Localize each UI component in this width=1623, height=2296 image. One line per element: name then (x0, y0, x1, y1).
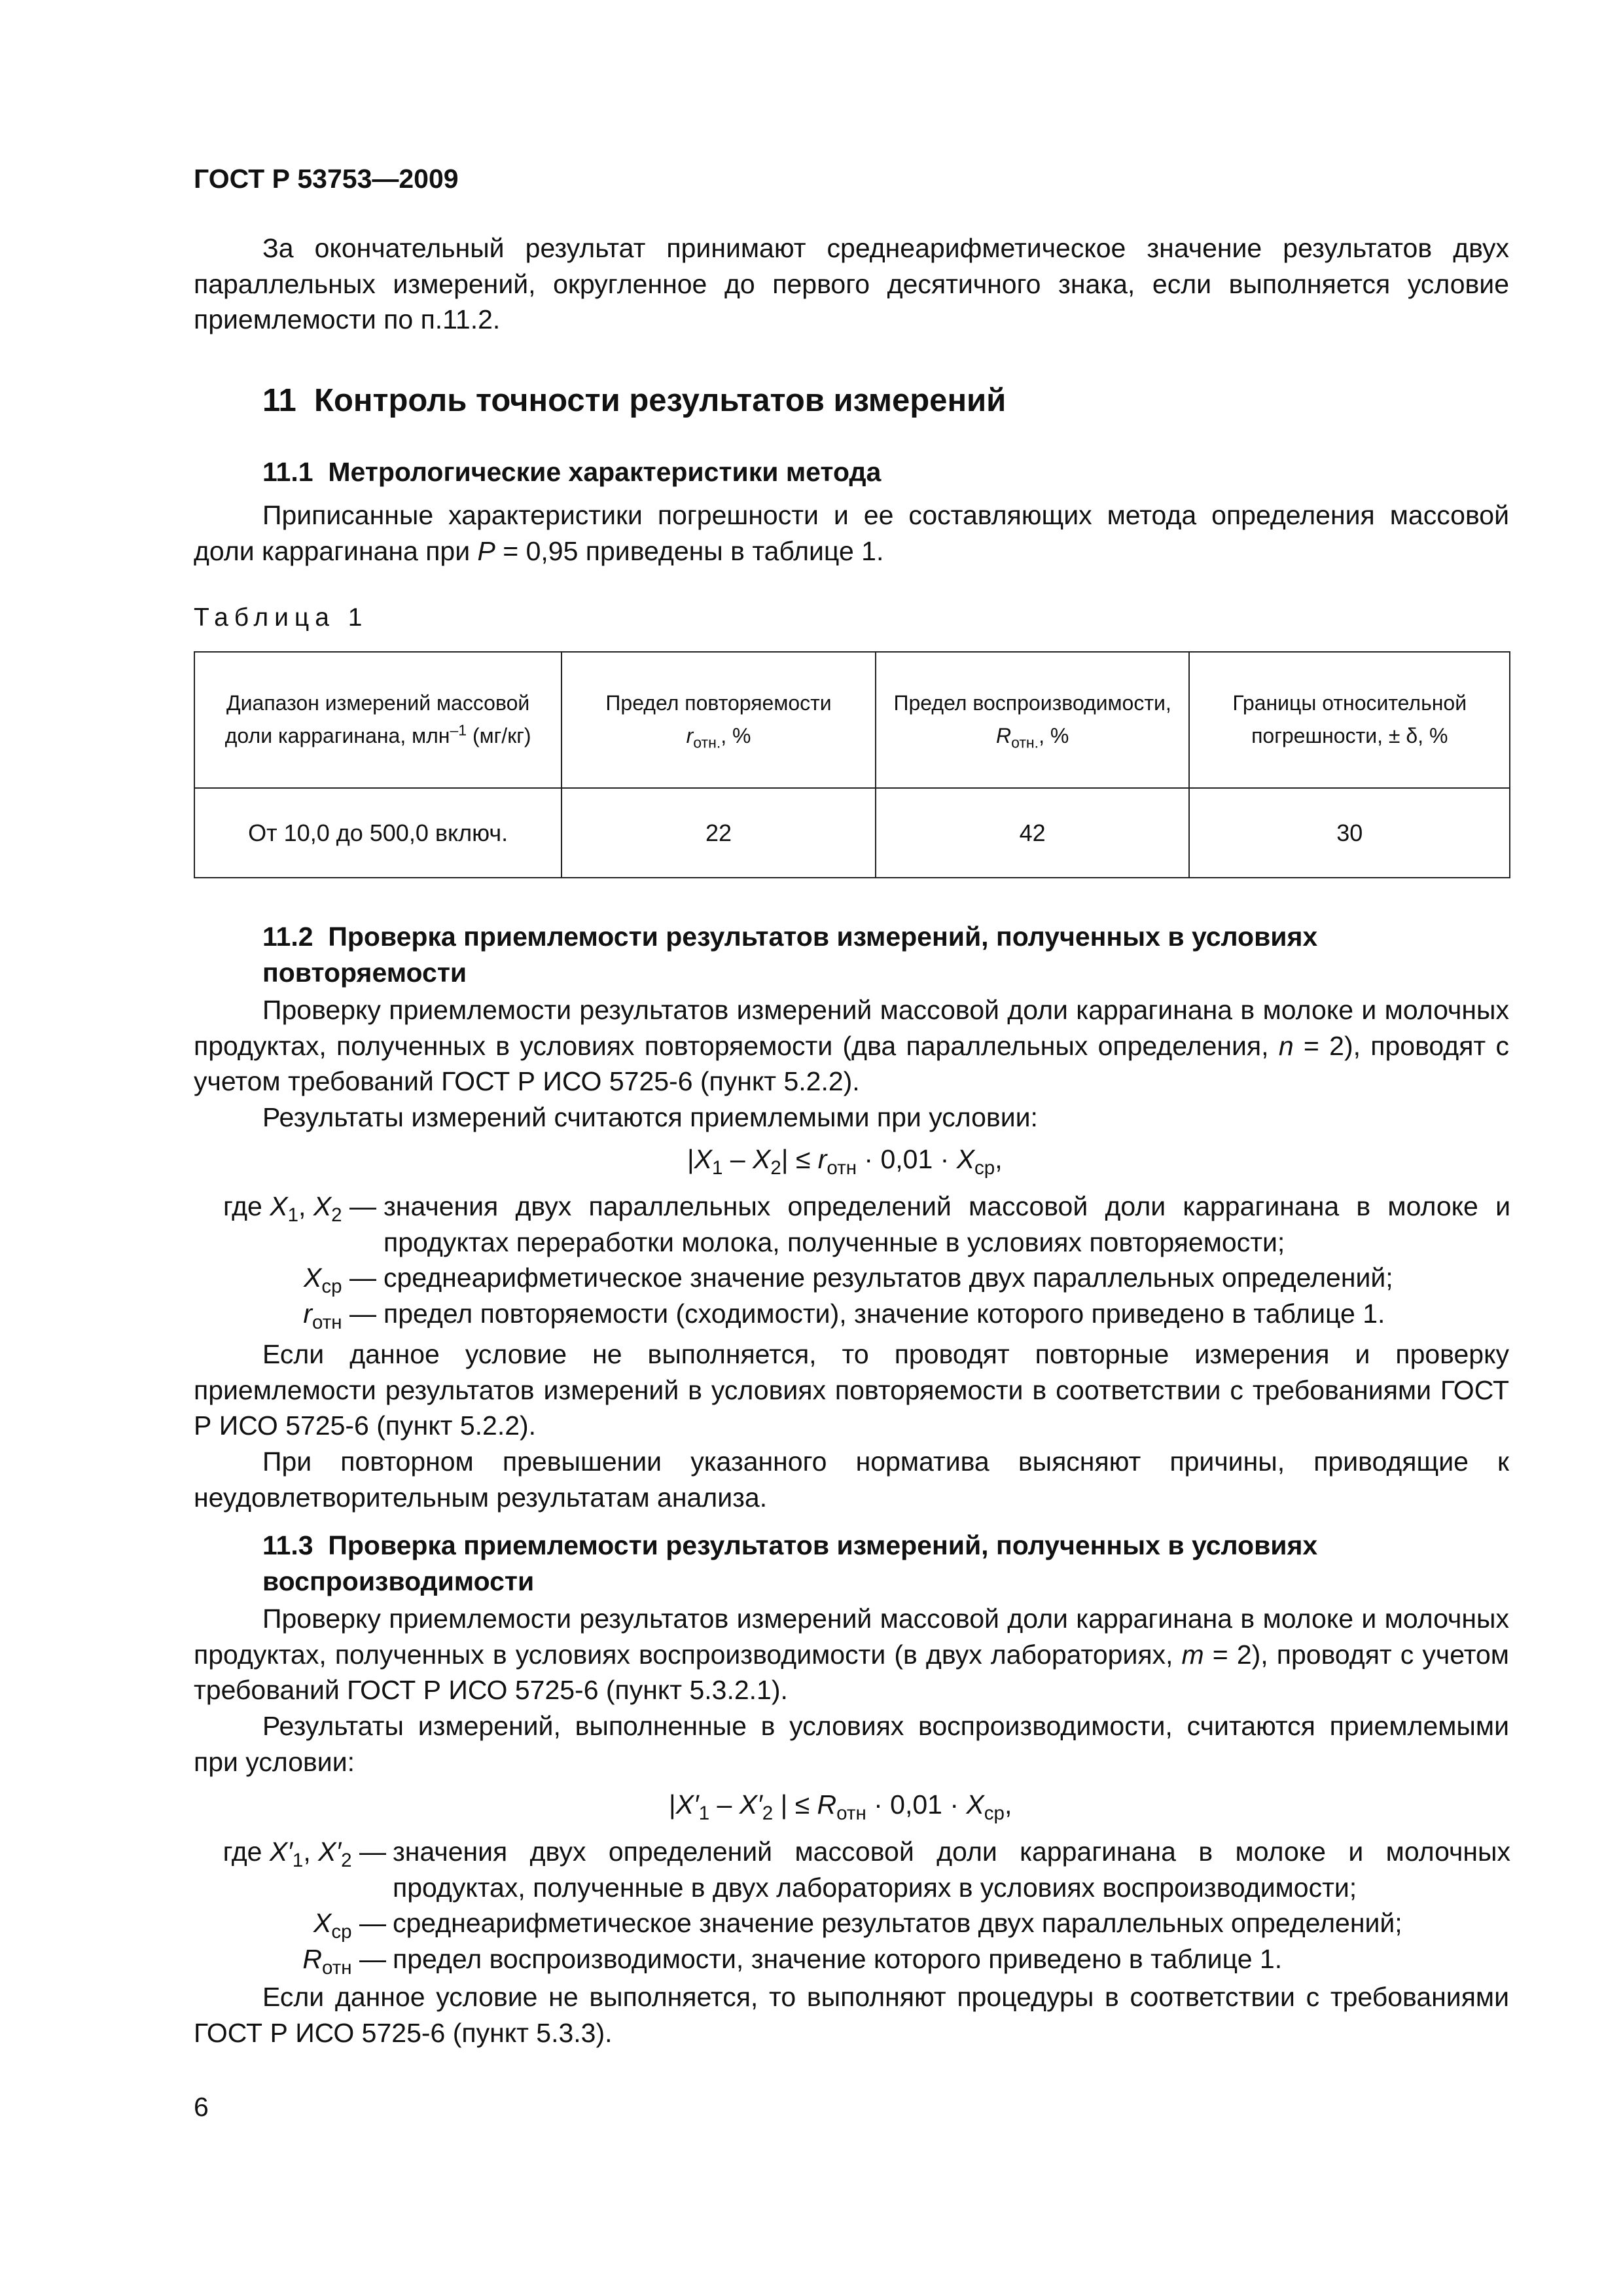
section-11-3-title-cont: воспроизводимости (262, 1566, 535, 1596)
text: (мг/кг) (467, 724, 531, 747)
table-cell-range: От 10,0 до 500,0 включ. (194, 788, 562, 878)
document-header: ГОСТ Р 53753—2009 (194, 164, 459, 194)
table-header-repeatability (562, 652, 876, 788)
text: где (223, 1191, 270, 1221)
dash: — (342, 1191, 376, 1221)
page-number: 6 (194, 2092, 209, 2122)
table-row (194, 788, 1510, 878)
where-term-x1x2-prime: где $X'_1$, $X'_2$ — (223, 1837, 386, 1872)
n-symbol: n (1278, 1030, 1294, 1061)
x: X (753, 1144, 771, 1174)
text: Предел повторяемости (605, 691, 832, 715)
where-term-x1x2: где $X_1$, $X_2$ — (223, 1191, 376, 1227)
sub: ср (331, 1921, 352, 1943)
leq: ≤ (788, 1144, 818, 1174)
section-11-3-number: 11.3 (262, 1530, 313, 1560)
sub: отн (322, 1957, 352, 1979)
section-11-title: Контроль точности результатов измерений (314, 383, 1007, 418)
text: = 2), проводят с учетом требований ГОСТ Р ИСО 5725-6 (пункт 5.3.2.1). (194, 1639, 1509, 1706)
where-term-r (0, 1296, 376, 1332)
sub: 1 (287, 1204, 299, 1227)
text: погрешности, ± δ, % (1251, 724, 1448, 747)
where-desc-r: предел повторяемости (сходимости), значение которого приведено в таблице 1. (383, 1299, 1385, 1329)
section-11-3-title: Проверка приемлемости результатов измерений, полученных в условиях (328, 1530, 1318, 1560)
section-11-heading (262, 380, 1006, 422)
sub: ср (984, 1803, 1005, 1825)
x: X (956, 1144, 975, 1174)
section-11-1-paragraph (194, 497, 1509, 569)
bar: | (781, 1144, 789, 1174)
symbol: r (686, 724, 694, 747)
dash: — (342, 1263, 376, 1293)
sub: отн (312, 1312, 342, 1334)
bar: | (687, 1144, 694, 1174)
dash: — (351, 1944, 386, 1974)
minus: – (709, 1789, 740, 1820)
where-term-R (0, 1941, 386, 1977)
table-cell-r: 22 (562, 788, 876, 878)
coef: · 0,01 · (857, 1144, 957, 1174)
symbol: R (995, 724, 1012, 747)
x-prime: X′ (675, 1789, 699, 1820)
sub: 2 (331, 1204, 342, 1227)
comma: , (995, 1144, 1003, 1174)
text: Проверку приемлемости результатов измерений массовой доли каррагинана в молоке и молочных продуктах, полученных в условиях воспроизводимости (в двух лабораториях, (194, 1604, 1509, 1670)
where-desc-xcp: среднеарифметическое значение результатов двух параллельных определений; (383, 1263, 1393, 1293)
dash: — (342, 1299, 376, 1329)
where-desc-x1x2-prime: значения двух определений массовой доли каррагинана в молоке и молочных продуктах, полученные в двух лабораториях в условиях воспроизводимости; (393, 1837, 1510, 1903)
x-prime: X′ (318, 1837, 342, 1867)
section-11-2-title: Проверка приемлемости результатов измерений, полученных в условиях (328, 922, 1318, 952)
sub: отн (827, 1157, 857, 1179)
text: , % (721, 724, 751, 747)
sub: отн. (693, 734, 721, 751)
text: где (223, 1837, 270, 1867)
where-term-xcp (0, 1260, 376, 1296)
dash: — (351, 1837, 386, 1867)
leq: ≤ (787, 1789, 817, 1820)
text: = 0,95 приведены в таблице 1. (495, 535, 884, 566)
sub: 1 (712, 1157, 723, 1179)
R: R (817, 1789, 837, 1820)
x: X (313, 1908, 332, 1938)
section-11-2-paragraph-4: При повторном превышении указанного норматива выясняют причины, приводящие к неудовлетворительным результатам анализа. (194, 1446, 1509, 1513)
intro-paragraph: За окончательный результат принимают среднеарифметическое значение результатов двух параллельных измерений, округленное до первого десятичного знака, если выполняется условие приемлемости по п.11.2. (194, 233, 1509, 335)
section-11-3-heading (262, 1528, 1506, 1599)
bar: | (780, 1789, 788, 1820)
dash: — (351, 1908, 386, 1938)
formula-repeatability (687, 1141, 1003, 1177)
text: Предел воспроизводимости, (893, 691, 1171, 715)
table-caption: Таблица 1 (194, 603, 368, 632)
section-11-1-number: 11.1 (262, 457, 313, 487)
section-11-3-paragraph-3: Если данное условие не выполняется, то выполняют процедуры в соответствии с требованиями ГОСТ Р ИСО 5725-6 (пункт 5.3.3). (194, 1982, 1509, 2048)
section-11-2-paragraph-3: Если данное условие не выполняется, то проводят повторные измерения и проверку приемлемости результатов измерений в условиях повторяемости в соответствии с требованиями ГОСТ Р ИСО 5725-6 (пункт 5.2.2). (194, 1339, 1509, 1441)
where-desc-xcp: среднеарифметическое значение результатов двух параллельных определений; (393, 1908, 1402, 1938)
x: X (694, 1144, 713, 1174)
section-11-3-paragraph-2: Результаты измерений, выполненные в условиях воспроизводимости, считаются приемлемыми при условии: (194, 1711, 1509, 1777)
section-11-2-paragraph-1 (194, 992, 1509, 1100)
sub: ср (321, 1276, 342, 1298)
table-1 (194, 651, 1510, 878)
text: Проверку приемлемости результатов измерений массовой доли каррагинана в молоке и молочных продуктах, полученных в условиях повторяемости (два параллельных определения, (194, 995, 1509, 1061)
section-11-1-title: Метрологические характеристики метода (328, 457, 882, 487)
where-desc-x1x2: значения двух параллельных определений массовой доли каррагинана в молоке и продуктах переработки молока, полученные в условиях повторяемости; (383, 1191, 1510, 1257)
R: R (302, 1944, 322, 1974)
where-term-xcp (0, 1905, 386, 1941)
text: = 2), проводят с учетом требований ГОСТ Р ИСО 5725-6 (пункт 5.2.2). (194, 1030, 1509, 1097)
bar: | (669, 1789, 676, 1820)
section-11-2-title-cont: повторяемости (262, 957, 467, 988)
table-header-range (194, 652, 562, 788)
table-header-row (194, 652, 1510, 788)
m-symbol: m (1181, 1639, 1204, 1670)
x-prime: X′ (739, 1789, 762, 1820)
sub: отн (836, 1803, 866, 1825)
x: X (966, 1789, 984, 1820)
text: Приписанные характеристики погрешности и ее составляющих метода определения массовой доли каррагинана при (194, 500, 1509, 566)
sup: –1 (450, 721, 467, 739)
x: X (313, 1191, 332, 1221)
section-11-2-number: 11.2 (262, 922, 313, 952)
text: Диапазон измерений массовой (226, 691, 530, 715)
p-symbol: P (477, 535, 495, 566)
section-11-3-paragraph-1 (194, 1601, 1509, 1708)
formula-reproducibility (669, 1787, 1012, 1823)
coef: · 0,01 · (866, 1789, 967, 1820)
sub: 1 (698, 1803, 710, 1825)
sub: 2 (762, 1803, 774, 1825)
section-11-number: 11 (262, 383, 296, 418)
text: доли каррагинана, млн (224, 724, 450, 747)
table-header-reproducibility (876, 652, 1190, 788)
sub: 2 (770, 1157, 781, 1179)
minus: – (722, 1144, 753, 1174)
table-cell-delta: 30 (1189, 788, 1510, 878)
sub: ср (974, 1157, 995, 1179)
text: Границы относительной (1232, 691, 1467, 715)
x: X (270, 1191, 288, 1221)
r: r (303, 1299, 312, 1329)
text: , % (1039, 724, 1069, 747)
sub: отн. (1011, 734, 1039, 751)
where-desc-R: предел воспроизводимости, значение которого приведено в таблице 1. (393, 1944, 1283, 1974)
x: X (304, 1263, 322, 1293)
section-11-2-heading (262, 919, 1506, 990)
x-prime: X′ (269, 1837, 293, 1867)
sub: 1 (292, 1850, 304, 1872)
table-header-error-bounds (1189, 652, 1510, 788)
section-11-2-paragraph-2: Результаты измерений считаются приемлемыми при условии: (262, 1102, 1038, 1132)
sub: 2 (341, 1850, 352, 1872)
comma: , (1004, 1789, 1012, 1820)
table-cell-R: 42 (876, 788, 1190, 878)
section-11-1-heading (262, 454, 1506, 490)
r: r (817, 1144, 827, 1174)
